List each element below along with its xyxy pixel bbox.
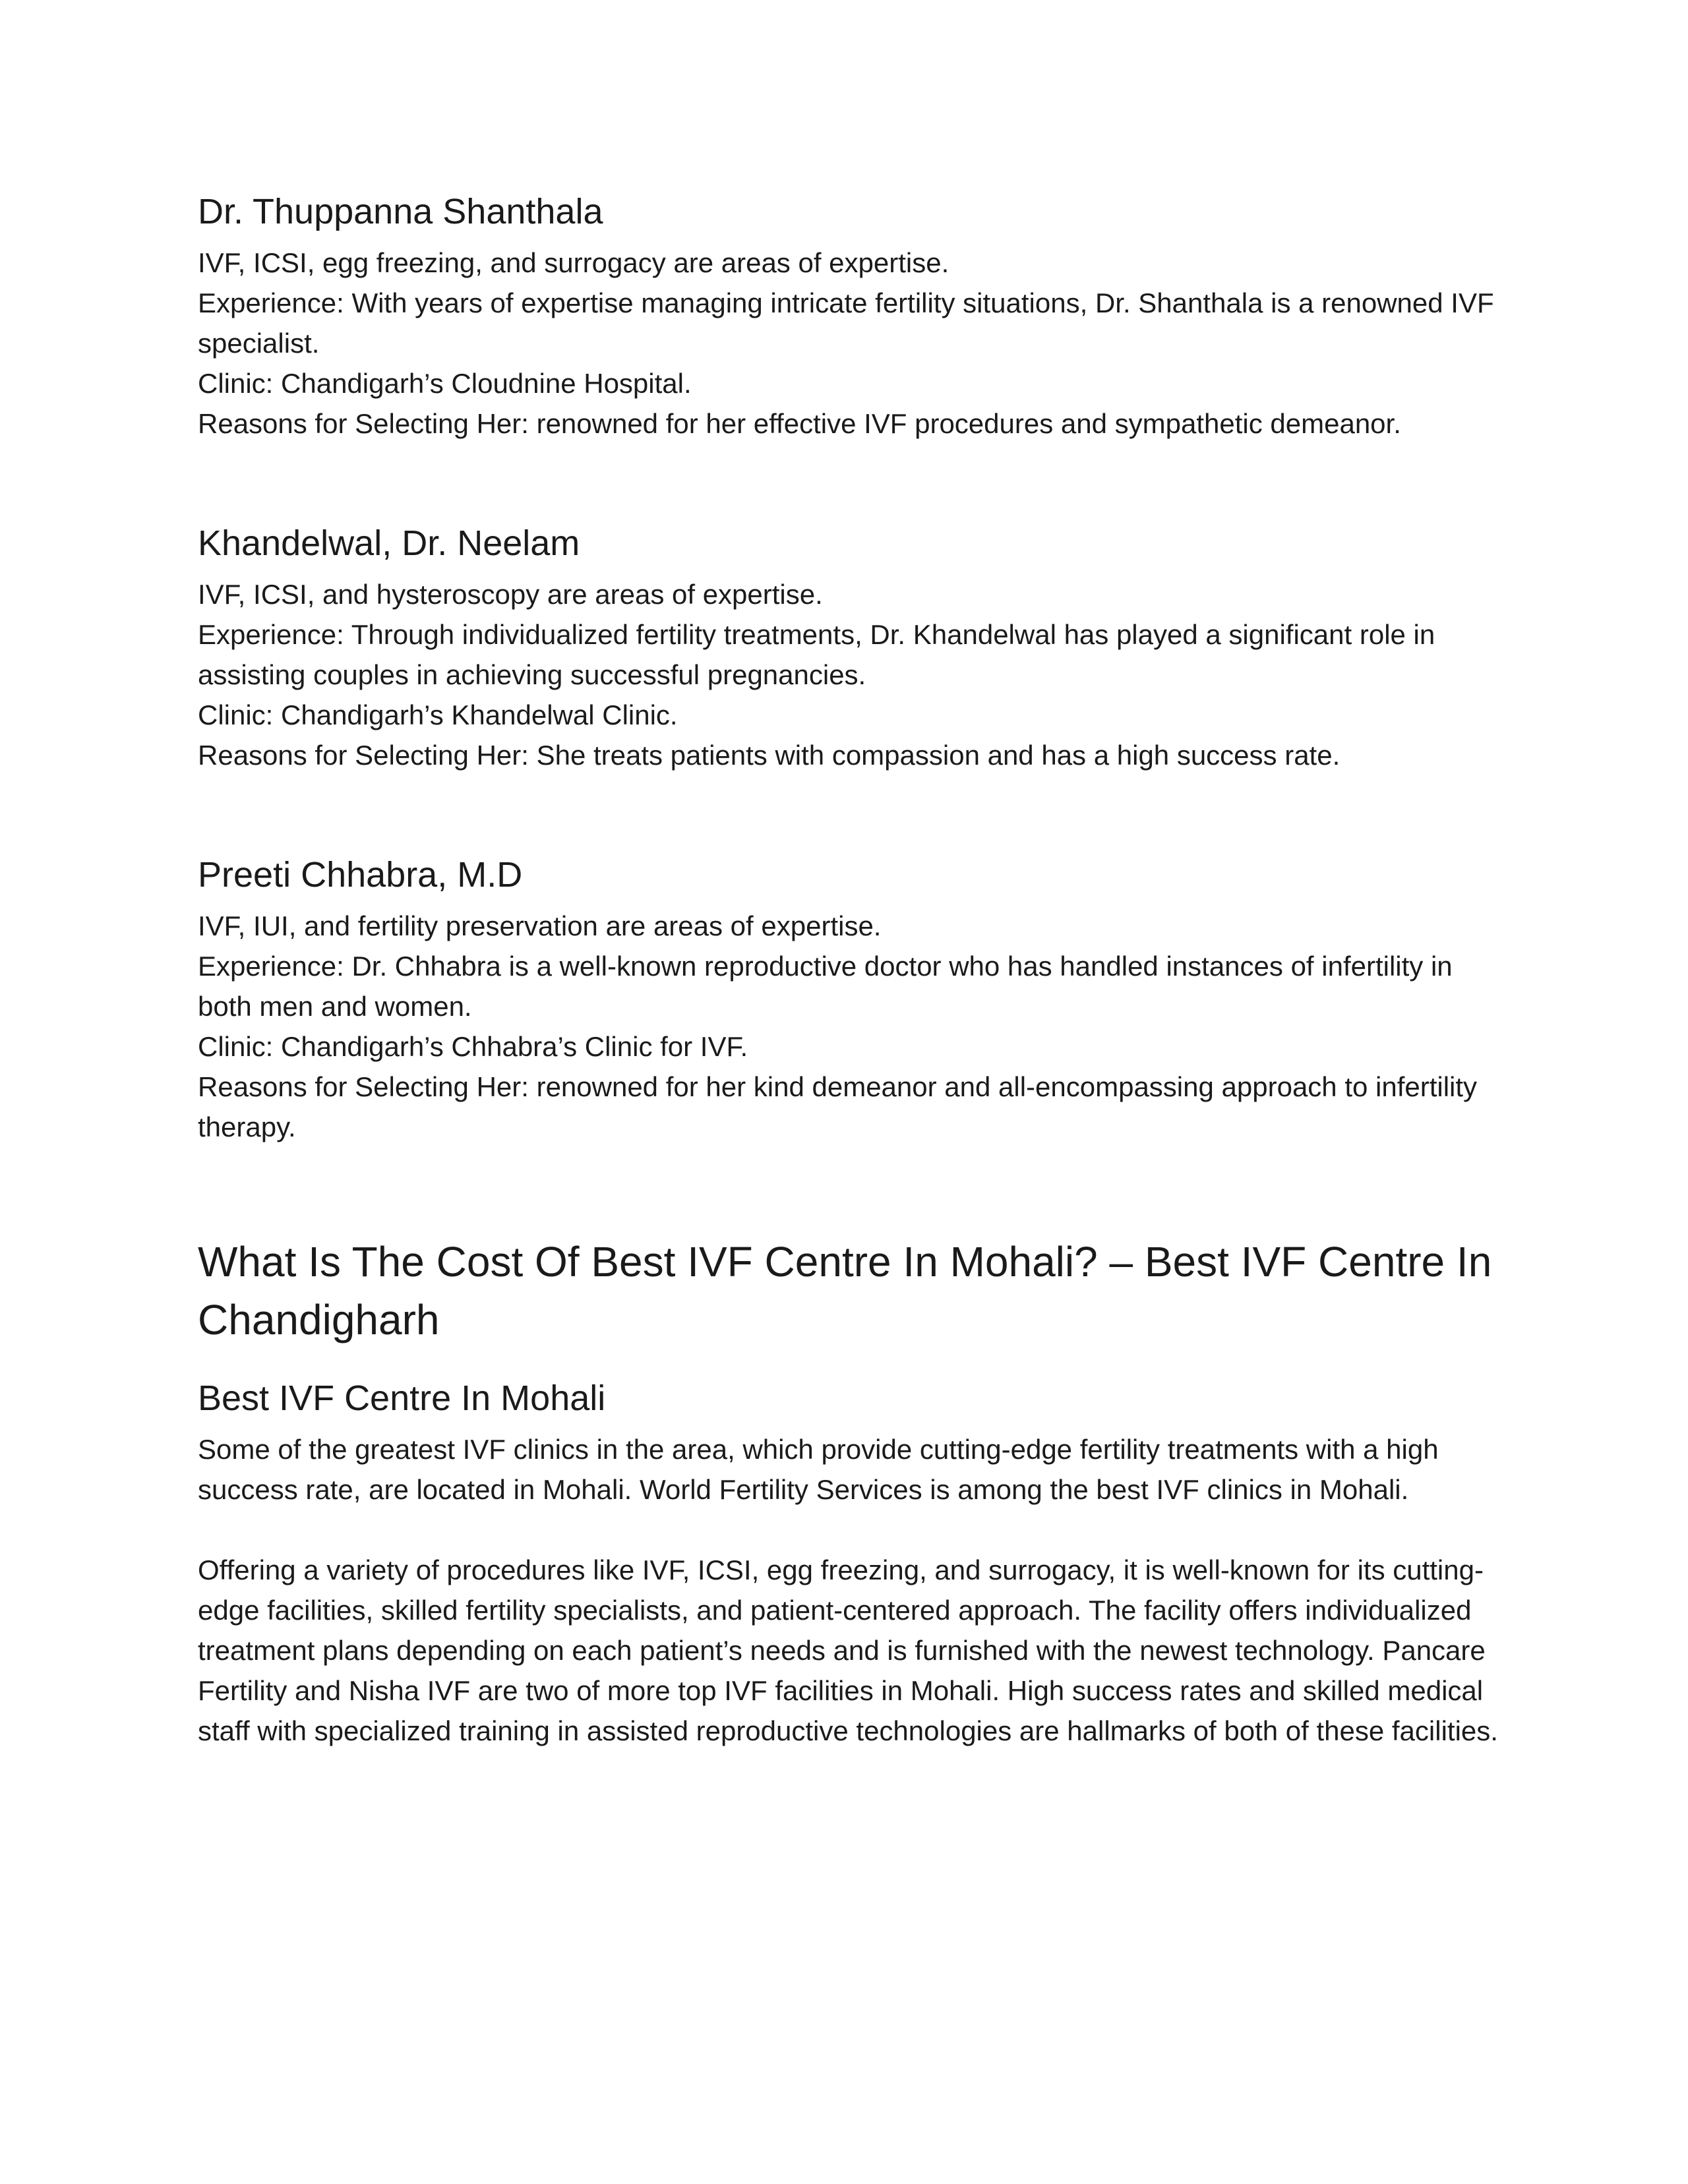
doctor-entry	[198, 191, 1503, 444]
clinic-line: Clinic: Chandigarh’s Khandelwal Clinic.	[198, 699, 678, 731]
reasons-line: Reasons for Selecting Her: renowned for her effective IVF procedures and sympathetic demeanor.	[198, 408, 1401, 440]
reasons-line: Reasons for Selecting Her: She treats patients with compassion and has a high success rate.	[198, 740, 1341, 771]
experience-line: Experience: Dr. Chhabra is a well-known reproductive doctor who has handled instances of infertility in both men and women.	[198, 951, 1453, 1022]
reasons-line: Reasons for Selecting Her: renowned for her kind demeanor and all-encompassing approach to infertility therapy.	[198, 1071, 1478, 1143]
cost-section-heading: What Is The Cost Of Best IVF Centre In Mohali? – Best IVF Centre In Chandigharh	[198, 1238, 1492, 1344]
clinic-line: Clinic: Chandigarh’s Cloudnine Hospital.	[198, 368, 692, 399]
experience-line: Experience: With years of expertise managing intricate fertility situations, Dr. Shanthala is a renowned IVF specialist.	[198, 287, 1494, 359]
doctor-name: Dr. Thuppanna Shanthala	[198, 192, 603, 231]
mohali-subheading: Best IVF Centre In Mohali	[198, 1378, 606, 1419]
doctor-name: Preeti Chhabra, M.D	[198, 855, 523, 895]
experience-line: Experience: Through individualized fertility treatments, Dr. Khandelwal has played a significant role in assisting couples in achieving successful pregnancies.	[198, 619, 1435, 691]
body-paragraph: Offering a variety of procedures like IVF, ICSI, egg freezing, and surrogacy, it is well-known for its cutting-edge facilities, skilled fertility specialists, and patient-centered approach. The facility offers individualized treatment plans depending on each patient’s needs and is furnished with the newest technology. Pancare Fertility and Nisha IVF are two of more top IVF facilities in Mohali. High success rates and skilled medical staff with specialized training in assisted reproductive technologies are hallmarks of both of these facilities.	[198, 1554, 1498, 1747]
doctor-entry	[198, 854, 1503, 1147]
document-page	[198, 191, 1503, 1791]
expertise-line: IVF, ICSI, egg freezing, and surrogacy are areas of expertise.	[198, 247, 950, 279]
doctor-name: Khandelwal, Dr. Neelam	[198, 523, 580, 564]
expertise-line: IVF, ICSI, and hysteroscopy are areas of expertise.	[198, 579, 823, 610]
clinic-line: Clinic: Chandigarh’s Chhabra’s Clinic for IVF.	[198, 1031, 748, 1063]
expertise-line: IVF, IUI, and fertility preservation are areas of expertise.	[198, 910, 882, 942]
doctor-entry	[198, 523, 1503, 775]
body-paragraph: Some of the greatest IVF clinics in the area, which provide cutting-edge fertility treatments with a high success rate, are located in Mohali. World Fertility Services is among the best IVF clinics in Mohali.	[198, 1434, 1439, 1506]
